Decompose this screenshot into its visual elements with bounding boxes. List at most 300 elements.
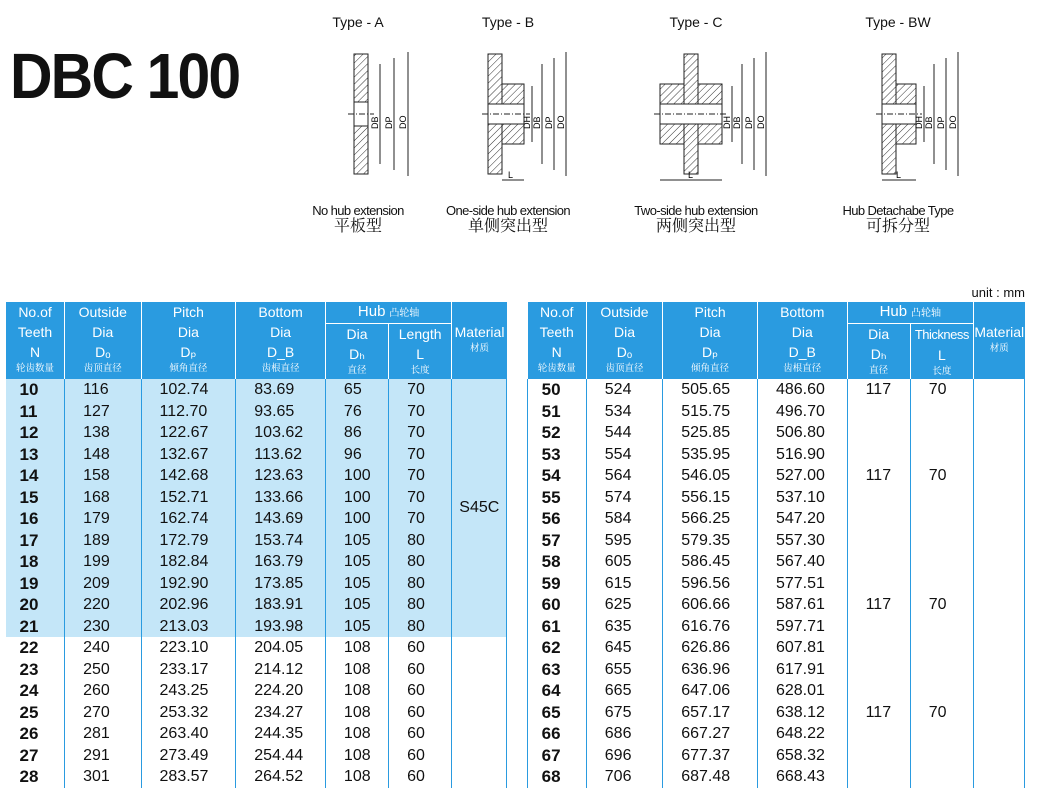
left-cell: 173.85 (236, 573, 326, 595)
left-cell: 27 (19, 745, 39, 765)
spec-table-body (6, 379, 1025, 788)
right-cell: 615 (586, 573, 662, 595)
left-cell: 105 (325, 594, 388, 616)
right-cell: 554 (586, 444, 662, 466)
table-row (6, 422, 1025, 444)
left-cell: 233.17 (141, 659, 236, 681)
left-cell: 244.35 (236, 723, 326, 745)
col-teeth-header: No.of Teeth N 轮齿数量 (6, 302, 65, 379)
page-title: DBC 100 (10, 40, 240, 112)
left-cell: 80 (389, 530, 452, 552)
left-cell: 179 (65, 508, 141, 530)
right-cell: 625 (586, 594, 662, 616)
left-cell: 65 (325, 379, 388, 401)
left-cell: 19 (6, 573, 65, 595)
right-cell (847, 551, 910, 573)
right-cell: 657.17 (663, 702, 758, 724)
sprocket-type-bw-drawing (828, 34, 968, 184)
table-row (6, 487, 1025, 509)
right-cell: 534 (586, 401, 662, 423)
right-cell: 67 (527, 745, 586, 767)
right-cell: 546.05 (663, 465, 758, 487)
right-cell: 645 (586, 637, 662, 659)
left-cell: 283.57 (141, 766, 236, 788)
left-cell: 105 (325, 551, 388, 573)
table-row (6, 530, 1025, 552)
label-dh: DH (722, 116, 732, 129)
label-db: DB (370, 116, 380, 129)
left-cell: 301 (65, 766, 141, 788)
right-cell: 535.95 (663, 444, 758, 466)
right-cell: 665 (586, 680, 662, 702)
col-bottom-header: Bottom Dia D_B 齿根直径 (757, 302, 847, 379)
right-cell: 658.32 (757, 745, 847, 767)
right-cell (847, 616, 910, 638)
left-cell: 60 (389, 745, 452, 767)
sprocket-type-c-drawing (616, 34, 776, 184)
right-cell: 595 (586, 530, 662, 552)
label-db: DB (532, 116, 542, 129)
left-cell: 96 (325, 444, 388, 466)
right-cell: 607.81 (757, 637, 847, 659)
right-cell (910, 401, 973, 423)
right-cell (910, 745, 973, 767)
left-cell: 152.71 (141, 487, 236, 509)
left-cell: 70 (389, 444, 452, 466)
left-cell: 23 (19, 659, 39, 679)
left-cell: 70 (389, 379, 452, 401)
label-dp: DP (384, 116, 394, 129)
left-cell: 270 (65, 702, 141, 724)
left-cell: 199 (65, 551, 141, 573)
label-dp: DP (744, 116, 754, 129)
right-cell: 616.76 (663, 616, 758, 638)
right-cell: 55 (527, 487, 586, 509)
right-cell (910, 573, 973, 595)
right-cell: 515.75 (663, 401, 758, 423)
table-row (6, 702, 1025, 724)
caption-en: One-side hub extension (445, 203, 571, 218)
left-cell: 60 (389, 702, 452, 724)
right-cell: 64 (527, 680, 586, 702)
material-value: S45C (452, 379, 507, 637)
right-cell: 638.12 (757, 702, 847, 724)
right-cell (910, 551, 973, 573)
left-cell: 25 (19, 702, 39, 722)
label-dh: DH (522, 116, 532, 129)
right-cell: 60 (527, 594, 586, 616)
left-cell: 100 (325, 465, 388, 487)
left-cell: 291 (65, 745, 141, 767)
left-cell: 108 (325, 637, 388, 659)
left-cell: 162.74 (141, 508, 236, 530)
right-cell (910, 680, 973, 702)
right-cell: 65 (527, 702, 586, 724)
col-teeth-header: No.of Teeth N 轮齿数量 (527, 302, 586, 379)
left-cell: 240 (65, 637, 141, 659)
right-cell: 505.65 (663, 379, 758, 401)
table-row (6, 637, 1025, 659)
right-cell: 584 (586, 508, 662, 530)
right-cell (847, 573, 910, 595)
right-cell (910, 508, 973, 530)
right-cell: 564 (586, 465, 662, 487)
right-cell (847, 530, 910, 552)
left-cell: 281 (65, 723, 141, 745)
left-cell: 28 (19, 767, 39, 786)
left-cell: 60 (389, 659, 452, 681)
left-cell: 20 (6, 594, 65, 616)
col-material-header: Material 材质 (973, 302, 1024, 379)
right-cell: 70 (910, 465, 973, 487)
label-l: L (688, 170, 694, 180)
left-cell: 112.70 (141, 401, 236, 423)
diagram-type-label: Type - BW (865, 14, 931, 30)
right-cell: 617.91 (757, 659, 847, 681)
col-pitch-header: Pitch Dia Dₚ 倾角直径 (663, 302, 758, 379)
right-cell: 56 (527, 508, 586, 530)
right-cell: 596.56 (663, 573, 758, 595)
right-cell: 687.48 (663, 766, 758, 788)
left-cell: 21 (6, 616, 65, 638)
left-cell: 138 (65, 422, 141, 444)
label-do: DO (756, 115, 766, 129)
right-cell: 66 (527, 723, 586, 745)
right-cell: 51 (527, 401, 586, 423)
label-do: DO (948, 115, 958, 129)
right-cell (847, 444, 910, 466)
left-cell: 11 (6, 401, 65, 423)
spec-table (5, 302, 1025, 788)
left-cell: 80 (389, 616, 452, 638)
right-cell: 506.80 (757, 422, 847, 444)
left-cell: 230 (65, 616, 141, 638)
right-cell: 586.45 (663, 551, 758, 573)
left-cell: 204.05 (236, 637, 326, 659)
left-cell: 83.69 (236, 379, 326, 401)
right-cell (910, 766, 973, 788)
table-row (6, 594, 1025, 616)
right-cell: 61 (527, 616, 586, 638)
left-cell: 70 (389, 401, 452, 423)
left-cell: 223.10 (141, 637, 236, 659)
col-pitch-header: Pitch Dia Dₚ 倾角直径 (141, 302, 236, 379)
left-cell: 86 (325, 422, 388, 444)
right-cell: 696 (586, 745, 662, 767)
left-cell: 22 (19, 638, 39, 657)
unit-label: unit : mm (971, 285, 1025, 300)
left-cell: 108 (325, 766, 388, 788)
col-outside-header: Outside Dia Dₒ 齿顶直径 (65, 302, 141, 379)
left-cell: 93.65 (236, 401, 326, 423)
hub-header: Hub 凸轮轴 (847, 302, 973, 324)
left-cell: 153.74 (236, 530, 326, 552)
right-cell (910, 422, 973, 444)
diagram-type-label: Type - A (332, 14, 384, 30)
table-row (6, 551, 1025, 573)
material-cell-empty (973, 379, 1024, 788)
left-cell: 113.62 (236, 444, 326, 466)
diagram-type-c (596, 14, 796, 236)
right-cell: 567.40 (757, 551, 847, 573)
right-cell: 496.70 (757, 401, 847, 423)
right-cell: 626.86 (663, 637, 758, 659)
right-cell (847, 659, 910, 681)
material-cell-empty (452, 637, 507, 788)
left-cell: 143.69 (236, 508, 326, 530)
diagram-type-label: Type - C (669, 14, 723, 30)
left-cell: 108 (325, 659, 388, 681)
right-cell: 527.00 (757, 465, 847, 487)
right-cell: 486.60 (757, 379, 847, 401)
right-cell: 557.30 (757, 530, 847, 552)
table-row (6, 766, 1025, 788)
right-cell: 117 (847, 465, 910, 487)
left-cell: 10 (6, 379, 65, 401)
left-cell: 76 (325, 401, 388, 423)
left-cell: 18 (6, 551, 65, 573)
left-cell: 264.52 (236, 766, 326, 788)
right-cell: 636.96 (663, 659, 758, 681)
label-do: DO (556, 115, 566, 129)
left-cell: 183.91 (236, 594, 326, 616)
left-cell: 60 (389, 637, 452, 659)
right-cell: 117 (847, 594, 910, 616)
left-cell: 70 (389, 487, 452, 509)
right-cell (847, 766, 910, 788)
right-cell: 537.10 (757, 487, 847, 509)
left-cell: 102.74 (141, 379, 236, 401)
left-cell: 168 (65, 487, 141, 509)
right-cell: 677.37 (663, 745, 758, 767)
left-cell: 172.79 (141, 530, 236, 552)
right-cell: 706 (586, 766, 662, 788)
right-cell (847, 422, 910, 444)
caption-en: No hub extension (312, 203, 404, 218)
right-cell: 675 (586, 702, 662, 724)
left-cell: 100 (325, 508, 388, 530)
right-cell (847, 637, 910, 659)
left-cell: 14 (6, 465, 65, 487)
left-cell: 202.96 (141, 594, 236, 616)
right-cell (847, 723, 910, 745)
diagram-type-bw (798, 14, 998, 236)
left-cell: 17 (6, 530, 65, 552)
right-cell: 556.15 (663, 487, 758, 509)
left-cell: 133.66 (236, 487, 326, 509)
caption-cn: 单侧突出型 (467, 218, 548, 235)
right-cell: 70 (910, 379, 973, 401)
left-cell: 108 (325, 680, 388, 702)
left-cell: 158 (65, 465, 141, 487)
right-cell: 628.01 (757, 680, 847, 702)
hub-header: Hub 凸轮轴 (325, 302, 451, 324)
left-cell: 250 (65, 659, 141, 681)
table-row (6, 508, 1025, 530)
right-cell: 525.85 (663, 422, 758, 444)
right-cell: 516.90 (757, 444, 847, 466)
left-cell: 116 (65, 379, 141, 401)
right-cell: 648.22 (757, 723, 847, 745)
right-cell: 63 (527, 659, 586, 681)
right-cell: 52 (527, 422, 586, 444)
right-cell: 53 (527, 444, 586, 466)
left-cell: 213.03 (141, 616, 236, 638)
left-cell: 105 (325, 530, 388, 552)
col-material-header: Material 材质 (452, 302, 507, 379)
left-cell: 108 (325, 702, 388, 724)
right-cell: 655 (586, 659, 662, 681)
right-cell (910, 659, 973, 681)
right-cell: 606.66 (663, 594, 758, 616)
left-cell: 13 (6, 444, 65, 466)
col-thickness-header: Thickness L 长度 (910, 324, 973, 380)
left-cell: 260 (65, 680, 141, 702)
left-cell: 214.12 (236, 659, 326, 681)
left-cell: 243.25 (141, 680, 236, 702)
left-cell: 123.63 (236, 465, 326, 487)
right-cell: 686 (586, 723, 662, 745)
left-cell: 70 (389, 508, 452, 530)
left-cell: 142.68 (141, 465, 236, 487)
left-cell: 189 (65, 530, 141, 552)
col-hub-dia-header: Dia Dₕ 直径 (847, 324, 910, 380)
table-row (6, 680, 1025, 702)
right-cell: 547.20 (757, 508, 847, 530)
caption-en: Hub Detachabe Type (842, 203, 954, 218)
label-dh: DH (914, 116, 924, 129)
right-cell (910, 487, 973, 509)
table-row (6, 745, 1025, 767)
table-row (6, 723, 1025, 745)
left-cell: 127 (65, 401, 141, 423)
table-row (6, 444, 1025, 466)
label-do: DO (398, 115, 408, 129)
left-cell: 60 (389, 680, 452, 702)
left-cell: 220 (65, 594, 141, 616)
right-cell: 54 (527, 465, 586, 487)
left-cell: 234.27 (236, 702, 326, 724)
label-l: L (896, 170, 902, 180)
left-cell: 26 (19, 724, 39, 743)
col-bottom-header: Bottom Dia D_B 齿根直径 (236, 302, 326, 379)
left-cell: 105 (325, 616, 388, 638)
caption-en: Two-side hub extension (634, 203, 758, 218)
right-cell: 577.51 (757, 573, 847, 595)
right-cell (910, 723, 973, 745)
right-cell: 605 (586, 551, 662, 573)
right-cell: 57 (527, 530, 586, 552)
diagram-type-label: Type - B (481, 14, 535, 30)
right-cell: 579.35 (663, 530, 758, 552)
left-cell: 209 (65, 573, 141, 595)
right-cell (847, 508, 910, 530)
right-cell: 635 (586, 616, 662, 638)
left-cell: 105 (325, 573, 388, 595)
left-cell: 253.32 (141, 702, 236, 724)
left-cell: 103.62 (236, 422, 326, 444)
caption-cn: 可拆分型 (865, 218, 930, 235)
left-cell: 60 (389, 766, 452, 788)
right-cell (910, 530, 973, 552)
table-row (6, 616, 1025, 638)
col-hub-dia-header: Dia Dₕ 直径 (325, 324, 388, 380)
left-cell: 108 (325, 723, 388, 745)
left-cell: 60 (389, 723, 452, 745)
left-cell: 100 (325, 487, 388, 509)
left-cell: 24 (19, 681, 39, 700)
right-cell: 587.61 (757, 594, 847, 616)
caption-cn: 两侧突出型 (655, 218, 736, 235)
left-cell: 263.40 (141, 723, 236, 745)
label-dp: DP (544, 116, 554, 129)
right-cell: 50 (527, 379, 586, 401)
table-row (6, 659, 1025, 681)
left-cell: 80 (389, 594, 452, 616)
right-cell: 524 (586, 379, 662, 401)
right-cell: 117 (847, 702, 910, 724)
left-cell: 122.67 (141, 422, 236, 444)
label-l: L (508, 170, 514, 180)
right-cell (847, 401, 910, 423)
left-cell: 163.79 (236, 551, 326, 573)
right-cell: 70 (910, 702, 973, 724)
left-cell: 192.90 (141, 573, 236, 595)
left-cell: 70 (389, 465, 452, 487)
left-cell: 80 (389, 573, 452, 595)
diagram-type-b (408, 14, 608, 236)
left-cell: 12 (6, 422, 65, 444)
right-cell: 566.25 (663, 508, 758, 530)
right-cell (910, 637, 973, 659)
right-cell: 667.27 (663, 723, 758, 745)
label-db: DB (924, 116, 934, 129)
left-cell: 15 (6, 487, 65, 509)
left-cell: 70 (389, 422, 452, 444)
sprocket-type-a-drawing (298, 34, 418, 184)
left-cell: 254.44 (236, 745, 326, 767)
left-cell: 148 (65, 444, 141, 466)
right-cell (910, 444, 973, 466)
label-dp: DP (936, 116, 946, 129)
col-length-header: Length L 长度 (389, 324, 452, 380)
table-row (6, 401, 1025, 423)
caption-cn: 平板型 (333, 218, 382, 235)
right-cell (847, 745, 910, 767)
right-cell: 59 (527, 573, 586, 595)
col-outside-header: Outside Dia Dₒ 齿顶直径 (586, 302, 662, 379)
left-cell: 108 (325, 745, 388, 767)
right-cell: 70 (910, 594, 973, 616)
right-cell (910, 616, 973, 638)
right-cell: 647.06 (663, 680, 758, 702)
left-cell: 132.67 (141, 444, 236, 466)
left-cell: 224.20 (236, 680, 326, 702)
right-cell: 68 (527, 766, 586, 788)
right-cell: 574 (586, 487, 662, 509)
right-cell: 62 (527, 637, 586, 659)
right-cell (847, 680, 910, 702)
sprocket-type-b-drawing (438, 34, 578, 184)
left-cell: 273.49 (141, 745, 236, 767)
right-cell: 597.71 (757, 616, 847, 638)
label-db: DB (732, 116, 742, 129)
table-row (6, 573, 1025, 595)
left-cell: 80 (389, 551, 452, 573)
right-cell (847, 487, 910, 509)
right-cell: 117 (847, 379, 910, 401)
table-row (6, 379, 1025, 401)
